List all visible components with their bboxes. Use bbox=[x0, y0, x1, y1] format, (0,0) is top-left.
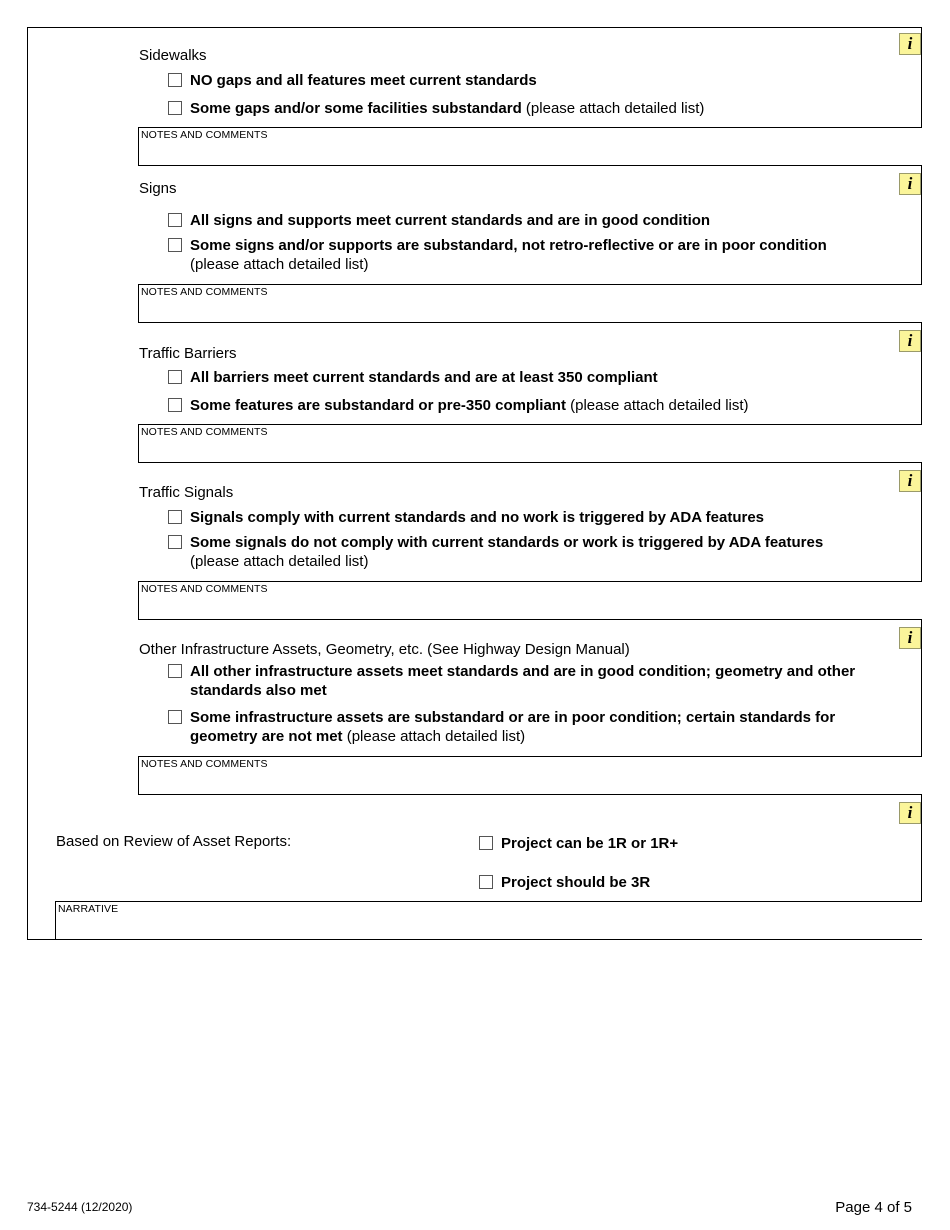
section-title-traffic-barriers: Traffic Barriers bbox=[139, 345, 237, 362]
section-title-sidewalks: Sidewalks bbox=[139, 47, 207, 64]
option-note: (please attach detailed list) bbox=[342, 728, 526, 745]
option-label: Some features are substandard or pre-350 compliant bbox=[190, 397, 566, 414]
notes-input[interactable] bbox=[141, 596, 920, 617]
option-other-substandard[interactable] bbox=[168, 708, 868, 746]
review-label: Based on Review of Asset Reports: bbox=[56, 833, 292, 850]
option-label: NO gaps and all features meet current standards bbox=[190, 72, 537, 89]
checkbox[interactable] bbox=[168, 398, 182, 412]
notes-label: NOTES AND COMMENTS bbox=[141, 758, 268, 770]
notes-field-sidewalks[interactable] bbox=[138, 127, 922, 166]
notes-input[interactable] bbox=[141, 299, 920, 320]
notes-label: NOTES AND COMMENTS bbox=[141, 426, 268, 438]
checkbox[interactable] bbox=[168, 213, 182, 227]
option-label: Some signs and/or supports are substandard, not retro-reflective or are in poor condition bbox=[190, 237, 827, 254]
notes-label: NOTES AND COMMENTS bbox=[141, 129, 268, 141]
checkbox[interactable] bbox=[479, 836, 493, 850]
info-icon[interactable]: i bbox=[899, 470, 921, 492]
info-icon[interactable]: i bbox=[899, 33, 921, 55]
checkbox[interactable] bbox=[168, 510, 182, 524]
notes-field-signs[interactable] bbox=[138, 284, 922, 323]
option-signals-comply[interactable] bbox=[168, 508, 888, 527]
info-icon[interactable]: i bbox=[899, 627, 921, 649]
notes-field-other-infrastructure[interactable] bbox=[138, 756, 922, 795]
checkbox[interactable] bbox=[168, 73, 182, 87]
option-project-1r[interactable] bbox=[479, 834, 879, 853]
option-sidewalks-no-gaps[interactable] bbox=[168, 71, 888, 90]
section-title-other-infrastructure: Other Infrastructure Assets, Geometry, etc. (See Highway Design Manual) bbox=[139, 641, 630, 658]
checkbox[interactable] bbox=[168, 535, 182, 549]
notes-field-traffic-barriers[interactable] bbox=[138, 424, 922, 463]
checkbox[interactable] bbox=[168, 664, 182, 678]
notes-input[interactable] bbox=[141, 142, 920, 163]
option-barriers-compliant[interactable] bbox=[168, 368, 888, 387]
option-note: (please attach detailed list) bbox=[190, 256, 369, 273]
option-project-3r[interactable] bbox=[479, 873, 879, 892]
narrative-input[interactable] bbox=[58, 916, 920, 937]
option-label: Some gaps and/or some facilities substandard bbox=[190, 100, 522, 117]
checkbox[interactable] bbox=[168, 370, 182, 384]
checkbox[interactable] bbox=[168, 238, 182, 252]
option-label: Signals comply with current standards and no work is triggered by ADA features bbox=[190, 509, 765, 526]
narrative-field[interactable] bbox=[55, 901, 922, 940]
option-label: Some infrastructure assets are substandard or are in poor condition; certain standards for geometry are not met bbox=[190, 709, 836, 745]
option-label: Some signals do not comply with current standards or work is triggered by ADA features bbox=[190, 534, 824, 551]
option-signs-good[interactable] bbox=[168, 211, 888, 230]
option-label: All barriers meet current standards and are at least 350 compliant bbox=[190, 369, 658, 386]
info-icon[interactable]: i bbox=[899, 330, 921, 352]
section-title-signs: Signs bbox=[139, 180, 177, 197]
info-icon[interactable]: i bbox=[899, 802, 921, 824]
notes-input[interactable] bbox=[141, 439, 920, 460]
option-label: Project can be 1R or 1R+ bbox=[501, 835, 679, 852]
info-icon[interactable]: i bbox=[899, 173, 921, 195]
notes-field-traffic-signals[interactable] bbox=[138, 581, 922, 620]
option-sidewalks-some-gaps[interactable] bbox=[168, 99, 888, 118]
option-signals-not-comply[interactable] bbox=[168, 533, 888, 571]
checkbox[interactable] bbox=[479, 875, 493, 889]
notes-label: NOTES AND COMMENTS bbox=[141, 286, 268, 298]
option-other-standards-met[interactable] bbox=[168, 662, 868, 700]
option-label: All signs and supports meet current standards and are in good condition bbox=[190, 212, 711, 229]
checkbox[interactable] bbox=[168, 101, 182, 115]
narrative-label: NARRATIVE bbox=[58, 903, 119, 915]
form-id: 734-5244 (12/2020) bbox=[27, 1200, 133, 1214]
option-barriers-substandard[interactable] bbox=[168, 396, 888, 415]
option-note: (please attach detailed list) bbox=[521, 100, 705, 117]
option-label: Project should be 3R bbox=[501, 874, 651, 891]
option-note: (please attach detailed list) bbox=[565, 397, 749, 414]
option-signs-substandard[interactable] bbox=[168, 236, 888, 274]
option-note: (please attach detailed list) bbox=[190, 553, 369, 570]
option-label: All other infrastructure assets meet standards and are in good condition; geometry and other standards also met bbox=[190, 663, 856, 699]
notes-label: NOTES AND COMMENTS bbox=[141, 583, 268, 595]
page-number: Page 4 of 5 bbox=[835, 1199, 912, 1216]
checkbox[interactable] bbox=[168, 710, 182, 724]
notes-input[interactable] bbox=[141, 771, 920, 792]
section-title-traffic-signals: Traffic Signals bbox=[139, 484, 234, 501]
